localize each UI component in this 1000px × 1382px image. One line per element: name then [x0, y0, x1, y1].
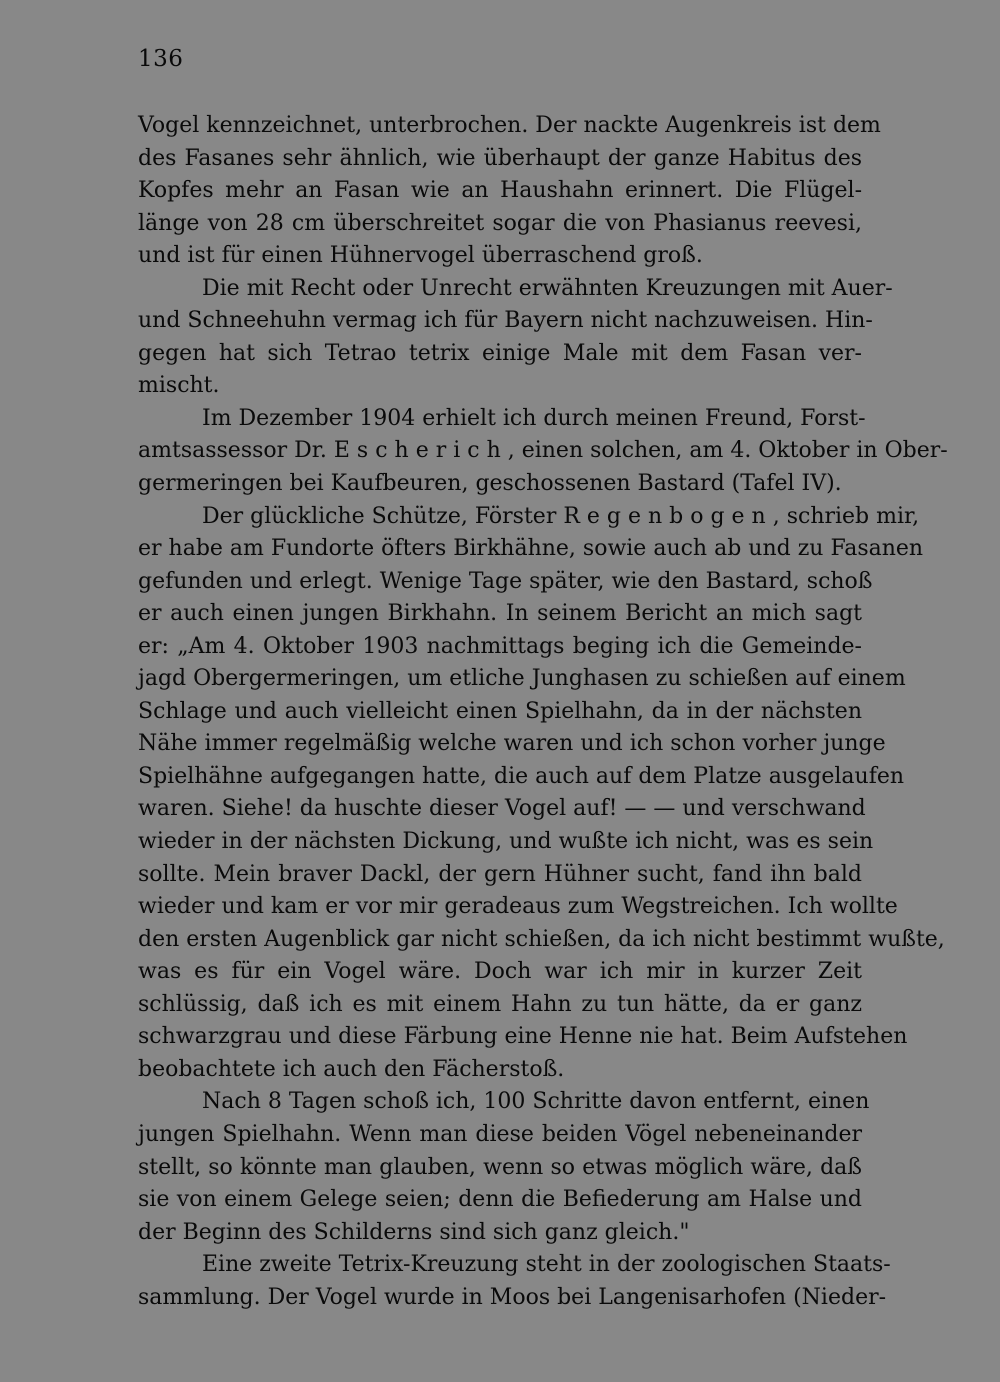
text-line: Schlage und auch vielleicht einen Spielhahn, da in der nächsten — [138, 698, 862, 724]
text-line: jagd Obergermeringen, um etliche Junghasen zu schießen auf einem — [138, 666, 906, 692]
text-line: beobachtete ich auch den Fächerstoß. — [138, 1056, 565, 1082]
text-line: mischt. — [138, 373, 220, 399]
text-line: wieder in der nächsten Dickung, und wußte ich nicht, was es sein — [138, 829, 874, 855]
text-line: Vogel kennzeichnet, unterbrochen. Der nackte Augenkreis ist dem — [138, 113, 881, 138]
text-line: Spielhähne aufgegangen hatte, die auch auf dem Platze ausgelaufen — [138, 763, 905, 789]
text-line: er: „Am 4. Oktober 1903 nachmittags beging ich die Gemeinde- — [138, 633, 862, 659]
text-line: schlüssig, daß ich es mit einem Hahn zu tun hätte, da er ganz — [138, 991, 862, 1017]
text-line: Der glückliche Schütze, Förster R e g e n b o g e n , schrieb mir, — [202, 503, 920, 529]
text-line: er auch einen jungen Birkhahn. In seinem Bericht an mich sagt — [138, 601, 862, 627]
text-line: sollte. Mein braver Dackl, der gern Hühner sucht, fand ihn bald — [138, 861, 862, 887]
text-line: sammlung. Der Vogel wurde in Moos bei Langenisarhofen (Nieder- — [138, 1284, 887, 1310]
text-line: Nähe immer regelmäßig welche waren und ich schon vorher junge — [138, 731, 886, 757]
body-text — [138, 110, 948, 1314]
text-line: des Fasanes sehr ähnlich, wie überhaupt der ganze Habitus des — [138, 145, 862, 171]
text-line: der Beginn des Schilderns sind sich ganz gleich." — [138, 1219, 690, 1245]
text-line: amtsassessor Dr. E s c h e r i c h , einen solchen, am 4. Oktober in Ober- — [138, 438, 948, 464]
text-line: und Schneehuhn vermag ich für Bayern nicht nachzuweisen. Hin- — [138, 308, 873, 334]
text-line: sie von einem Gelege seien; denn die Befiederung am Halse und — [138, 1187, 862, 1213]
text-line: den ersten Augenblick gar nicht schießen, da ich nicht bestimmt wußte, — [138, 926, 945, 952]
page-number: 136 — [138, 46, 184, 72]
text-line: gefunden und erlegt. Wenige Tage später, wie den Bastard, schoß — [138, 568, 873, 594]
text-line: stellt, so könnte man glauben, wenn so etwas möglich wäre, daß — [138, 1154, 862, 1180]
text-line: er habe am Fundorte öfters Birkhähne, sowie auch ab und zu Fasanen — [138, 536, 924, 562]
text-line: Eine zweite Tetrix-Kreuzung steht in der zoologischen Staats- — [202, 1252, 891, 1278]
text-line: was es für ein Vogel wäre. Doch war ich mir in kurzer Zeit — [138, 959, 862, 985]
text-line: waren. Siehe! da huschte dieser Vogel auf! — — und verschwand — [138, 796, 866, 822]
text-line: länge von 28 cm überschreitet sogar die von Phasianus reevesi, — [138, 210, 862, 236]
text-line: Kopfes mehr an Fasan wie an Haushahn erinnert. Die Flügel- — [138, 178, 862, 204]
text-line: germeringen bei Kaufbeuren, geschossenen Bastard (Tafel IV). — [138, 471, 842, 497]
text-line: Im Dezember 1904 erhielt ich durch meinen Freund, Forst- — [202, 405, 866, 431]
text-line: wieder und kam er vor mir geradeaus zum Wegstreichen. Ich wollte — [138, 894, 898, 920]
text-line: und ist für einen Hühnervogel überraschend groß. — [138, 243, 703, 269]
text-line: Die mit Recht oder Unrecht erwähnten Kreuzungen mit Auer- — [202, 275, 893, 301]
text-line: jungen Spielhahn. Wenn man diese beiden Vögel nebeneinander — [138, 1121, 862, 1147]
text-line: gegen hat sich Tetrao tetrix einige Male mit dem Fasan ver- — [138, 340, 862, 366]
text-line: Nach 8 Tagen schoß ich, 100 Schritte davon entfernt, einen — [202, 1089, 870, 1115]
text-line: schwarzgrau und diese Färbung eine Henne nie hat. Beim Aufstehen — [138, 1024, 908, 1050]
